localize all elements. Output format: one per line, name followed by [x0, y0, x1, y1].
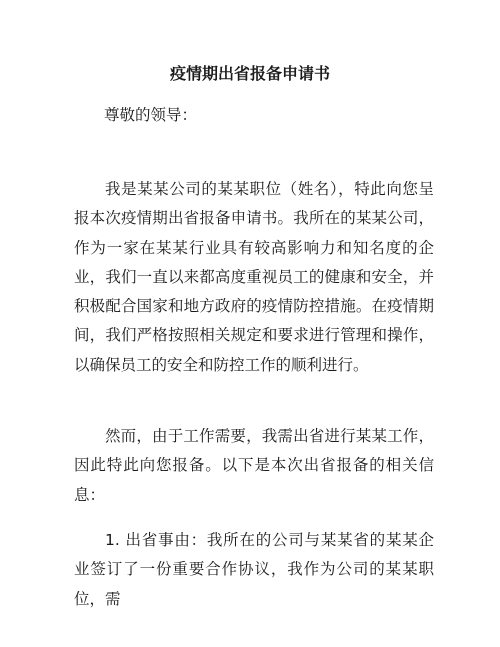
body-paragraph-item-1: 1. 出省事由：我所在的公司与某某省的某某企业签订了一份重要合作协议，我作为公司的某某职位，需 — [74, 531, 434, 608]
salutation: 尊敬的领导： — [104, 106, 198, 124]
body-paragraph-reason: 然而，由于工作需要，我需出省进行某某工作，因此特此向您报备。以下是本次出省报备的相关信息： — [74, 427, 434, 504]
document-title: 疫情期出省报备申请书 — [169, 64, 330, 83]
body-paragraph-intro: 我是某某公司的某某职位（姓名），特此向您呈报本次疫情期出省报备申请书。我所在的某某公司，作为一家在某某行业具有较高影响力和知名度的企业，我们一直以来都高度重视员工的健康和安全，并积极配合国家和地方政府的疫情防控措施。在疫情期间，我们严格按照相关规定和要求进行管理和操作，以确保员工的安全和防控工作的顺利进行。 — [74, 180, 434, 374]
